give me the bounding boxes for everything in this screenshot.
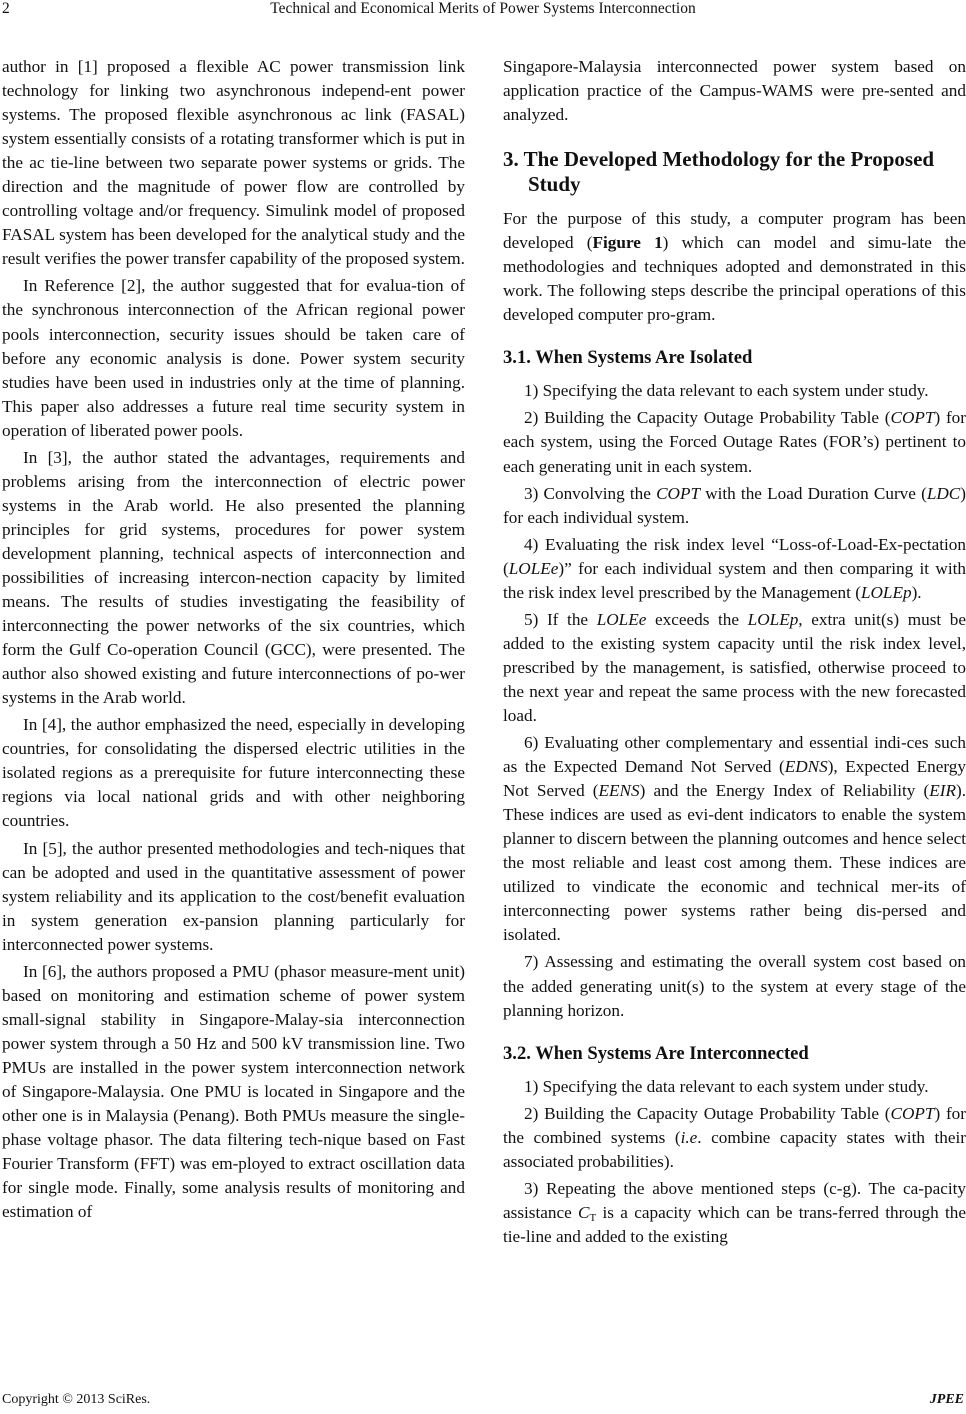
left-column bbox=[2, 55, 465, 1227]
paragraph: In [5], the author presented methodologies and tech-niques that can be adopted and used in the quantitative assessment of power system reliability and its application to the cost/benefit evaluation in system generation ex-pansion planning particularly for interconnected power systems. bbox=[2, 838, 465, 954]
right-column bbox=[503, 55, 966, 1252]
list-item: 7) Assessing and estimating the overall system cost based on the added generating unit(s) to the system at every stage of the planning horizon. bbox=[503, 952, 966, 1020]
paragraph: In [4], the author emphasized the need, especially in developing countries, for consolidating the dispersed electric utilities in the isolated regions as a prerequisite for future interconnecting these regions via local national grids and with other neighboring countries. bbox=[2, 715, 465, 831]
list-item: 4) Evaluating the risk index level “Loss-of-Load-Ex-pectation (LOLEe)” for each individual system and then comparing it with the risk index level prescribed by the Management (LOLEp). bbox=[503, 534, 966, 602]
list-item: 6) Evaluating other complementary and essential indi-ces such as the Expected Demand Not Served (EDNS), Expected Energy Not Served (EENS) and the Energy Index of Reliability (EIR). These indices are used as evi-dent indicators to enable the system planner to discern between the planning outcomes and hence select the most reliable and least cost among them. These indices are utilized to vindicate the economic and technical mer-its of interconnecting power systems rather being dis-persed and isolated. bbox=[503, 733, 966, 945]
figure-reference[interactable]: Figure 1 bbox=[592, 233, 663, 253]
paragraph: For the purpose of this study, a computer program has been developed (Figure 1) which can model and simu-late the methodologies and techniques adopted and demonstrated in this work. The following steps describe the principal operations of this developed computer pro-gram. bbox=[503, 209, 966, 325]
page-header bbox=[0, 0, 966, 24]
list-item: 3) Convolving the COPT with the Load Duration Curve (LDC) for each individual system. bbox=[503, 483, 966, 527]
list-item: 1) Specifying the data relevant to each system under study. bbox=[524, 381, 929, 401]
list-item: 2) Building the Capacity Outage Probability Table (COPT) for the combined systems (i.e. combine capacity states with their associated probabilities). bbox=[503, 1103, 966, 1171]
subsection-heading: 3.2. When Systems Are Interconnected bbox=[503, 1042, 809, 1064]
list-item: 3) Repeating the above mentioned steps (c-g). The ca-pacity assistance $C_T$ is a capacity which can be trans-ferred through the tie-line and added to the existing bbox=[503, 1178, 966, 1246]
subsection-heading: 3.1. When Systems Are Isolated bbox=[503, 347, 753, 369]
paragraph: In Reference [2], the author suggested that for evalua-tion of the synchronous interconnection of the African regional power pools interconnection, security issues should be taken care of before any economic analysis is done. Power system security studies have been used in industries only at the time of planning. This paper also addresses a future real time security system in operation of liberated power pools. bbox=[2, 276, 465, 440]
copyright-notice: Copyright © 2013 SciRes. bbox=[2, 1392, 151, 1407]
paragraph: In [3], the author stated the advantages, requirements and problems arising from the interconnection of electric power systems in the Arab world. He also presented the planning principles for grid systems, procedures for power system development planning, technical aspects of interconnection and possibilities of increasing intercon-nection capacity by limited means. The results of studies investigating the feasibility of interconnecting the power networks of the six countries, which form the Gulf Co-operation Council (GCC), were presented. The author also showed existing and future interconnections of po-wer systems in the Arab world. bbox=[2, 447, 465, 708]
running-title: Technical and Economical Merits of Power Systems Interconnection bbox=[270, 0, 696, 17]
page-number: 2 bbox=[2, 0, 10, 17]
list-item: 5) If the LOLEe exceeds the LOLEp, extra unit(s) must be added to the existing system capacity until the risk index level, prescribed by the management, is satisfied, otherwise proceed to the next year and repeat the same process with the new forecasted load. bbox=[503, 609, 966, 725]
paragraph: author in [1] proposed a flexible AC power transmission link technology for linking two asynchronous independ-ent power systems. The proposed flexible asynchronous ac link (FASAL) system essentially consists of a rotating transformer which is put in the ac tie-line between two separate power systems or grids. The direction and the magnitude of power flow are controlled by controlling voltage and/or frequency. Simulink model of proposed FASAL system has been developed for the analytical study and the result verifies the power transfer capability of the proposed system. bbox=[2, 57, 465, 269]
page-footer bbox=[0, 1392, 966, 1412]
paragraph: Singapore-Malaysia interconnected power system based on application practice of the Campus-WAMS were pre-sented and analyzed. bbox=[503, 57, 966, 125]
journal-name: JPEE bbox=[929, 1392, 964, 1407]
section-heading: 3. The Developed Methodology for the Proposed Study bbox=[503, 147, 935, 197]
list-item: 1) Specifying the data relevant to each system under study. bbox=[524, 1076, 929, 1096]
list-item: 2) Building the Capacity Outage Probability Table (COPT) for each system, using the Forced Outage Rates (FOR’s) pertinent to each generating unit in each system. bbox=[503, 408, 966, 476]
paragraph: In [6], the authors proposed a PMU (phasor measure-ment unit) based on monitoring and estimation scheme of power system small-signal stability in Singapore-Malay-sia interconnection power system through a 50 Hz and 500 kV transmission line. Two PMUs are installed in the power system interconnection network of Singapore-Malaysia. One PMU is located in Singapore and the other one is in Malaysia (Penang). Both PMUs measure the single-phase voltage phasor. The data filtering tech-nique based on Fast Fourier Transform (FFT) was em-ployed to extract oscillation data for single mode. Finally, some analysis results of monitoring and estimation of bbox=[2, 961, 465, 1222]
